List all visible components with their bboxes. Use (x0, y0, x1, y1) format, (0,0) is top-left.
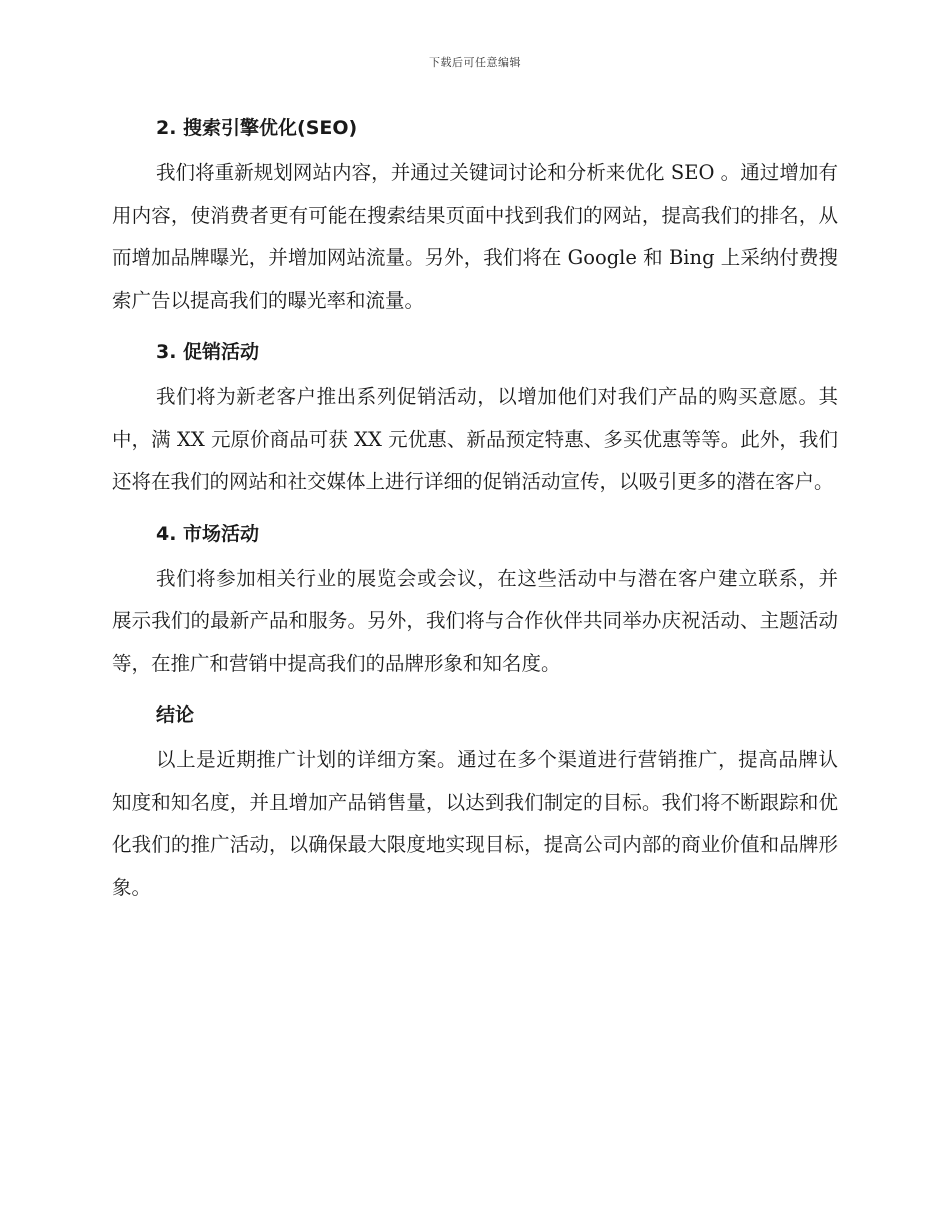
section-conclusion (112, 695, 838, 909)
section-paragraph: 我们将重新规划网站内容，并通过关键词讨论和分析来优化 SEO 。通过增加有用内容，使消费者更有可能在搜索结果页面中找到我们的网站，提高我们的排名，从而增加品牌曝光，并增加网站流量。另外，我们将在 Google 和 Bing 上采纳付费搜索广告以提高我们的曝光率和流量。 (112, 161, 838, 312)
section-paragraph: 我们将参加相关行业的展览会或会议，在这些活动中与潜在客户建立联系，并展示我们的最新产品和服务。另外，我们将与合作伙伴共同举办庆祝活动、主题活动等，在推广和营销中提高我们的品牌形象和知名度。 (112, 566, 838, 675)
section-heading: 结论 (156, 704, 195, 726)
document-body (112, 108, 838, 919)
section-paragraph: 我们将为新老客户推出系列促销活动，以增加他们对我们产品的购买意愿。其中，满 XX 元原价商品可获 XX 元优惠、新品预定特惠、多买优惠等等。此外，我们还将在我们的网站和社交媒体上进行详细的促销活动宣传，以吸引更多的潜在客户。 (112, 385, 838, 493)
section-heading: 4. 市场活动 (156, 522, 260, 545)
section-paragraph: 以上是近期推广计划的详细方案。通过在多个渠道进行营销推广，提高品牌认知度和知名度，并且增加产品销售量，以达到我们制定的目标。我们将不断跟踪和优化我们的推广活动，以确保最大限度地实现目标，提高公司内部的商业价值和品牌形象。 (112, 748, 838, 899)
section-heading: 2. 搜索引擎优化(SEO) (156, 117, 358, 139)
header-note: 下载后可任意编辑 (429, 56, 521, 69)
section-promotions (112, 332, 838, 504)
section-market-events (112, 514, 838, 686)
section-heading: 3. 促销活动 (156, 341, 260, 363)
section-seo (112, 108, 838, 322)
